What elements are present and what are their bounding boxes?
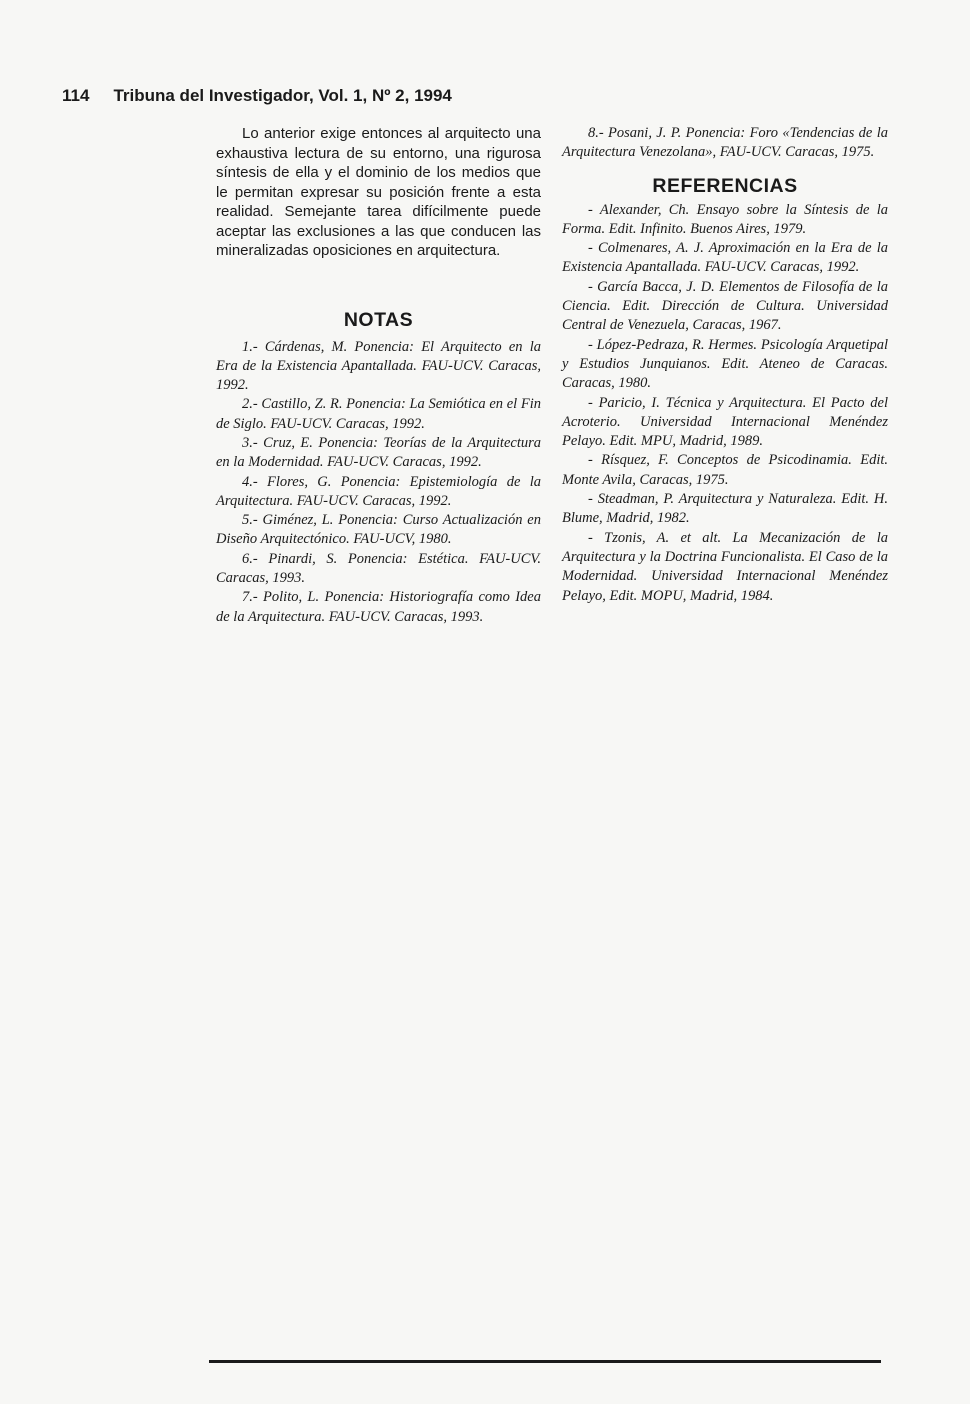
nota-item: 2.- Castillo, Z. R. Ponencia: La Semiótica en el Fin de Siglo. FAU-UCV. Caracas, 1992. xyxy=(216,396,541,432)
nota-item: 6.- Pinardi, S. Ponencia: Estética. FAU-UCV. Caracas, 1993. xyxy=(216,550,541,587)
notas-heading: NOTAS xyxy=(343,308,414,331)
nota-item: 8.- Posani, J. P. Ponencia: Foro «Tendencias de la Arquitectura Venezolana», FAU-UCV. Caracas, 1975. xyxy=(562,125,888,161)
referencia-item: - García Bacca, J. D. Elementos de Filosofía de la Ciencia. Edit. Dirección de Cultura. Universidad Central de Venezuela, Caracas, 1967. xyxy=(562,278,888,334)
referencia-item: - López-Pedraza, R. Hermes. Psicología Arquetipal y Estudios Junquianos. Edit. Ateneo de Caracas. Caracas, 1980. xyxy=(562,336,888,392)
nota-item: 5.- Giménez, L. Ponencia: Curso Actualización en Diseño Arquitectónico. FAU-UCV, 1980. xyxy=(216,512,541,548)
referencia-item: - Colmenares, A. J. Aproximación en la Era de la Existencia Apantallada. FAU-UCV. Caracas, 1992. xyxy=(562,240,888,276)
left-column xyxy=(216,124,541,627)
referencia-item: - Paricio, I. Técnica y Arquitectura. El Pacto del Acroterio. Universidad Internacional Menéndez Pelayo. Edit. MPU, Madrid, 1989. xyxy=(562,394,888,450)
running-header xyxy=(62,86,452,106)
referencia-item: - Steadman, P. Arquitectura y Naturaleza. Edit. H. Blume, Madrid, 1982. xyxy=(562,491,888,527)
intro-paragraph: Lo anterior exige entonces al arquitecto una exhaustiva lectura de su entorno, una rigurosa síntesis de ella y el dominio de los medios que le permitan expresar su posición frente a esta realidad. Semejante tarea difícilmente puede aceptar las exclusiones a las que conducen las mineralizadas oposiciones en arquitectura. xyxy=(216,125,541,259)
referencia-item: - Rísquez, F. Conceptos de Psicodinamia. Edit. Monte Avila, Caracas, 1975. xyxy=(562,452,888,488)
referencia-item: - Alexander, Ch. Ensayo sobre la Síntesis de la Forma. Edit. Infinito. Buenos Aires, 1979. xyxy=(562,201,888,237)
footer-rule xyxy=(209,1360,881,1363)
page-number: 114 xyxy=(62,86,90,105)
journal-title: Tribuna del Investigador, Vol. 1, Nº 2, 1994 xyxy=(113,86,452,105)
nota-item: 1.- Cárdenas, M. Ponencia: El Arquitecto en la Era de la Existencia Apantallada. FAU-UCV. Caracas, 1992. xyxy=(216,338,541,394)
referencias-heading: REFERENCIAS xyxy=(652,174,798,197)
nota-item: 7.- Polito, L. Ponencia: Historiografía como Idea de la Arquitectura. FAU-UCV. Caracas, 1993. xyxy=(216,589,541,625)
referencia-item: - Tzonis, A. et alt. La Mecanización de la Arquitectura y la Doctrina Funcionalista. El Caso de la Modernidad. Universidad Internacional Menéndez Pelayo, Edit. MOPU, Madrid, 1984. xyxy=(562,529,888,604)
nota-item: 3.- Cruz, E. Ponencia: Teorías de la Arquitectura en la Modernidad. FAU-UCV. Caracas, 1992. xyxy=(216,434,541,471)
nota-item: 4.- Flores, G. Ponencia: Epistemiología de la Arquitectura. FAU-UCV. Caracas, 1992. xyxy=(216,473,541,509)
right-column xyxy=(562,124,888,606)
